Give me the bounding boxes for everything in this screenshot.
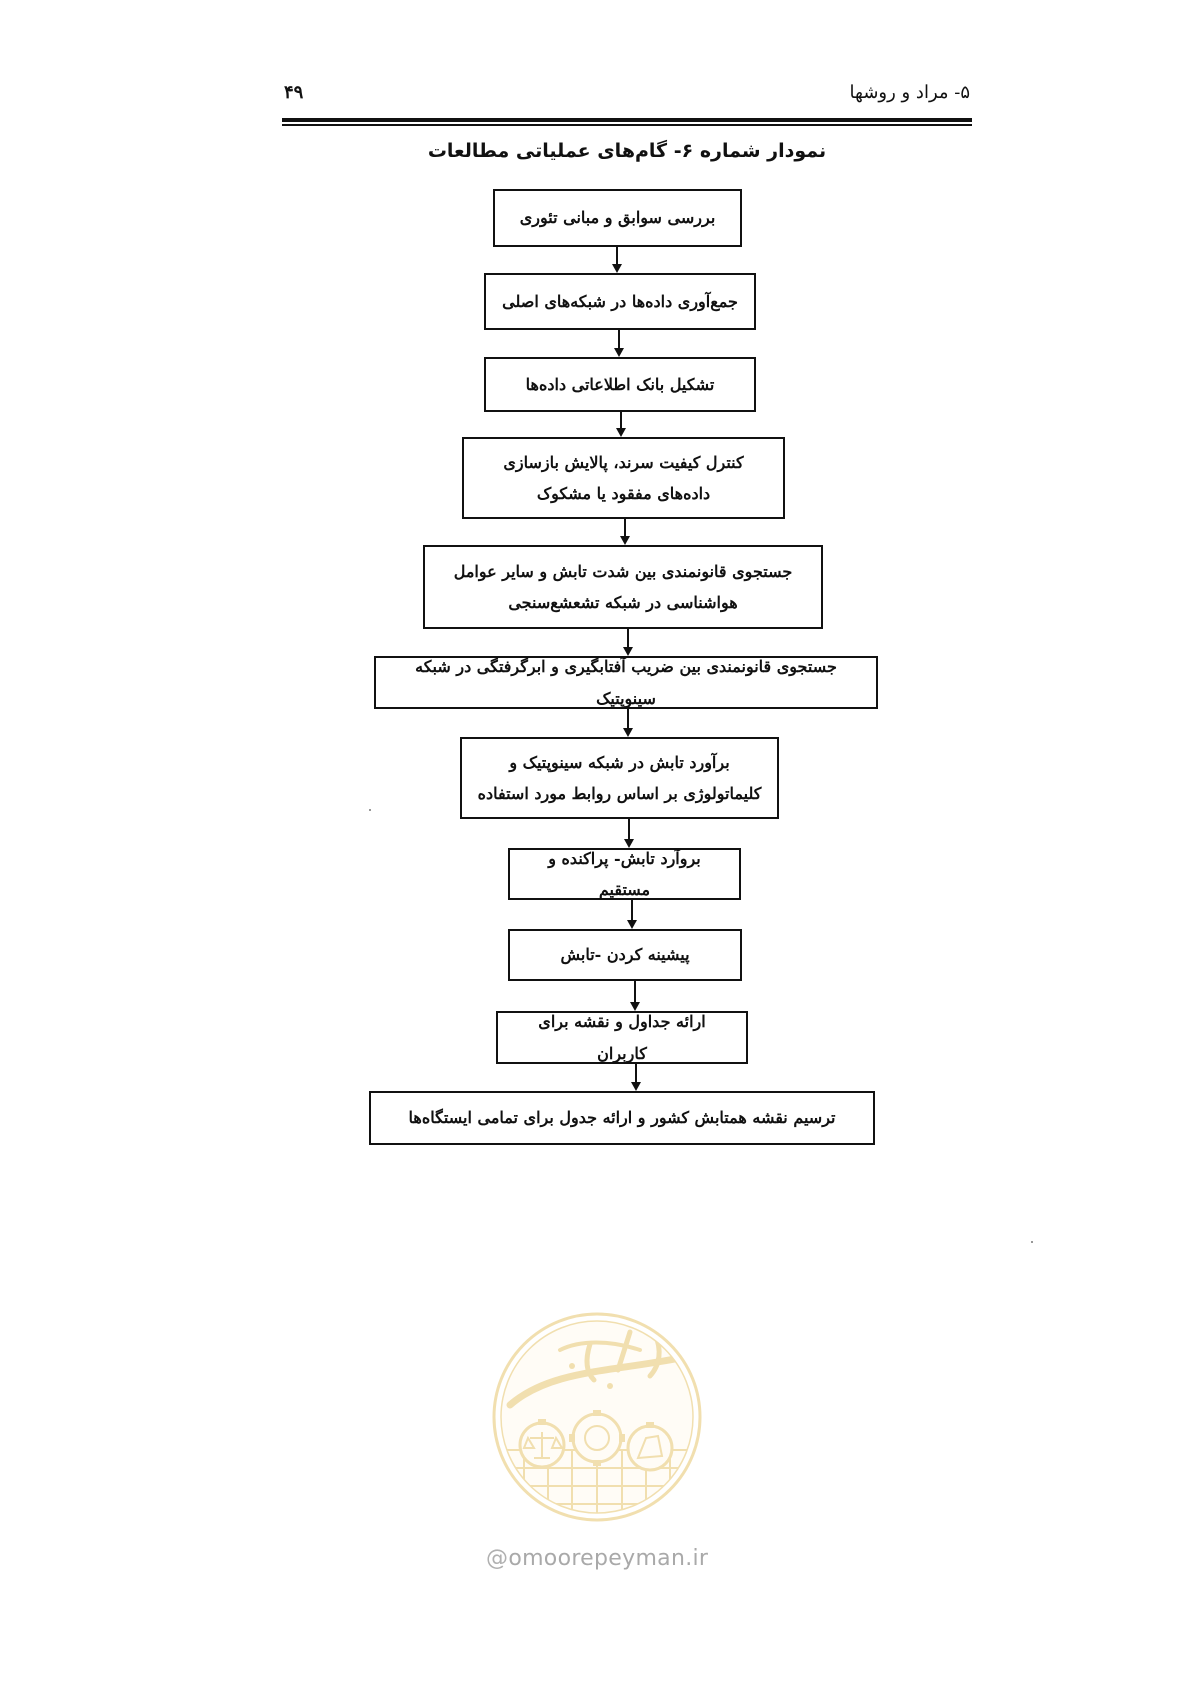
watermark-logo xyxy=(490,1310,705,1525)
connector-line xyxy=(618,330,620,348)
arrow-down-icon xyxy=(614,348,624,357)
arrow-down-icon xyxy=(631,1082,641,1091)
connector-line xyxy=(627,629,629,647)
flow-step-3: تشکیل بانک اطلاعاتی داده‌ها xyxy=(484,357,756,412)
at-icon: @ xyxy=(486,1546,509,1571)
arrow-down-icon xyxy=(630,1002,640,1011)
flow-step-11: ترسیم نقشه همتابش کشور و ارائه جدول برای تمامی ایستگاه‌ها xyxy=(369,1091,875,1145)
connector-line xyxy=(628,819,630,839)
flow-step-1: بررسی سوابق و مبانی تئوری xyxy=(493,189,742,247)
flow-step-2: جمع‌آوری داده‌ها در شبکه‌های اصلی xyxy=(484,273,756,330)
flow-step-6: جستجوی قانونمندی بین ضریب آفتابگیری و ابرگرفتگی در شبکه سینوپتیک xyxy=(374,656,878,709)
connector-line xyxy=(627,709,629,728)
flow-step-10: ارائه جداول و نقشه برای کاربران xyxy=(496,1011,748,1064)
flow-step-4: کنترل کیفیت سرند، پالایش بازسازی داده‌های مفقود یا مشکوک xyxy=(462,437,785,519)
figure-caption: نمودار شماره ۶- گام‌های عملیاتی مطالعات xyxy=(427,140,827,162)
flow-step-7: برآورد تابش در شبکه سینوپتیک و کلیماتولوژی بر اساس روابط مورد استفاده xyxy=(460,737,779,819)
arrow-down-icon xyxy=(620,536,630,545)
connector-line xyxy=(624,519,626,536)
connector-line xyxy=(631,900,633,920)
connector-line xyxy=(616,247,618,264)
watermark-url-text: omoorepeyman.ir xyxy=(508,1546,709,1571)
flow-step-8: بروآرد تابش- پراکنده و مستقیم xyxy=(508,848,741,900)
arrow-down-icon xyxy=(623,647,633,656)
flow-step-9: پیشینه کردن -تابش xyxy=(508,929,742,981)
arrow-down-icon xyxy=(623,728,633,737)
connector-line xyxy=(634,981,636,1002)
arrow-down-icon xyxy=(624,839,634,848)
header-rule-thin xyxy=(282,124,972,126)
connector-line xyxy=(620,412,622,428)
arrow-down-icon xyxy=(616,428,626,437)
page-number: ۴۹ xyxy=(284,82,304,103)
connector-line xyxy=(635,1064,637,1082)
section-title: ۵- مراد و روشها xyxy=(849,82,970,103)
arrow-down-icon xyxy=(612,264,622,273)
scan-speck xyxy=(1031,1241,1033,1243)
arrow-down-icon xyxy=(627,920,637,929)
header-rule-thick xyxy=(282,118,972,122)
watermark-url xyxy=(486,1546,709,1571)
flow-step-5: جستجوی قانونمندی بین شدت تابش و سایر عوامل هواشناسی در شبکه تشعشع‌سنجی xyxy=(423,545,823,629)
scan-speck xyxy=(369,809,371,811)
